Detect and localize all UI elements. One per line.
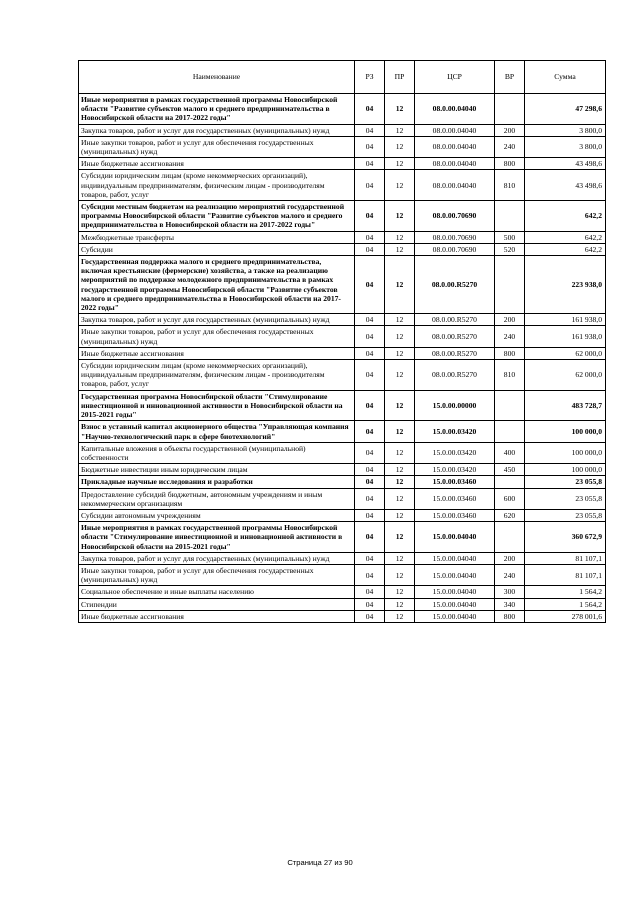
cell-vr: 240 [495,326,525,347]
cell-vr: 620 [495,509,525,521]
cell-rz: 04 [355,488,385,509]
header-csr: ЦСР [415,61,495,94]
cell-sum: 1 564,2 [525,586,606,598]
cell-name: Прикладные научные исследования и разработки [79,476,355,488]
table-row [79,326,606,347]
cell-pr: 12 [385,243,415,255]
table-header-row [79,61,606,94]
cell-sum: 43 498,6 [525,170,606,201]
cell-rz: 04 [355,564,385,585]
cell-csr: 08.0.00.04040 [415,136,495,157]
cell-rz: 04 [355,464,385,476]
cell-rz: 04 [355,136,385,157]
cell-pr: 12 [385,564,415,585]
cell-sum: 100 000,0 [525,421,606,442]
cell-sum: 642,2 [525,243,606,255]
cell-csr: 08.0.00.04040 [415,124,495,136]
cell-rz: 04 [355,326,385,347]
cell-sum: 100 000,0 [525,442,606,463]
cell-vr: 200 [495,124,525,136]
table-row [79,390,606,421]
cell-name: Субсидии автономным учреждениям [79,509,355,521]
cell-csr: 08.0.00.04040 [415,94,495,125]
cell-vr: 810 [495,170,525,201]
cell-rz: 04 [355,243,385,255]
cell-rz: 04 [355,360,385,391]
table-row [79,476,606,488]
cell-csr: 15.0.00.03420 [415,464,495,476]
table-row [79,421,606,442]
header-rz: РЗ [355,61,385,94]
table-row [79,347,606,359]
cell-vr [495,476,525,488]
cell-name: Взнос в уставный капитал акционерного общества "Управляющая компания "Научно-технологический парк в сфере биотехнологий" [79,421,355,442]
cell-vr: 300 [495,586,525,598]
cell-sum: 81 107,1 [525,564,606,585]
cell-pr: 12 [385,442,415,463]
table-row [79,231,606,243]
table-row [79,124,606,136]
cell-vr [495,256,525,314]
cell-name: Субсидии юридическим лицам (кроме некоммерческих организаций), индивидуальным предпринимателям, физическим лицам - производителям товаров, работ, услуг [79,360,355,391]
cell-pr: 12 [385,231,415,243]
cell-name: Закупка товаров, работ и услуг для государственных (муниципальных) нужд [79,552,355,564]
cell-vr [495,390,525,421]
cell-vr: 500 [495,231,525,243]
cell-vr [495,201,525,232]
table-row [79,94,606,125]
cell-pr: 12 [385,476,415,488]
cell-vr [495,421,525,442]
cell-sum: 3 800,0 [525,124,606,136]
cell-csr: 08.0.00.70690 [415,231,495,243]
cell-csr: 15.0.00.03420 [415,442,495,463]
cell-rz: 04 [355,421,385,442]
cell-sum: 43 498,6 [525,158,606,170]
cell-pr: 12 [385,170,415,201]
cell-csr: 08.0.00.70690 [415,201,495,232]
cell-vr: 240 [495,564,525,585]
cell-name: Иные мероприятия в рамках государственной программы Новосибирской области "Стимулирование инвестиционной и инновационной активности в Новосибирской области на 2015-2021 годы" [79,522,355,553]
cell-vr [495,522,525,553]
cell-rz: 04 [355,442,385,463]
cell-pr: 12 [385,124,415,136]
cell-csr: 08.0.00.R5270 [415,347,495,359]
cell-pr: 12 [385,256,415,314]
cell-name: Субсидии [79,243,355,255]
cell-name: Иные закупки товаров, работ и услуг для обеспечения государственных (муниципальных) нужд [79,564,355,585]
cell-pr: 12 [385,158,415,170]
cell-sum: 223 938,0 [525,256,606,314]
cell-pr: 12 [385,421,415,442]
table-row [79,201,606,232]
cell-rz: 04 [355,170,385,201]
cell-csr: 15.0.00.04040 [415,552,495,564]
cell-vr: 600 [495,488,525,509]
cell-rz: 04 [355,347,385,359]
cell-rz: 04 [355,231,385,243]
cell-csr: 15.0.00.03460 [415,476,495,488]
cell-sum: 47 298,6 [525,94,606,125]
cell-name: Социальное обеспечение и иные выплаты населению [79,586,355,598]
cell-name: Государственная поддержка малого и среднего предпринимательства, включая крестьянские (фермерские) хозяйства, а также на реализацию мероприятий по поддержке молодежного предпринимательства в рамках государственной программы Новосибирской области "Развитие субъектов малого и среднего предпринимательства в Новосибирской области на 2017-2022 годы" [79,256,355,314]
table-row [79,598,606,610]
cell-name: Бюджетные инвестиции иным юридическим лицам [79,464,355,476]
cell-pr: 12 [385,360,415,391]
cell-vr: 800 [495,610,525,622]
cell-name: Предоставление субсидий бюджетным, автономным учреждениям и иным некоммерческим организациям [79,488,355,509]
cell-sum: 161 938,0 [525,314,606,326]
cell-pr: 12 [385,314,415,326]
cell-pr: 12 [385,94,415,125]
cell-rz: 04 [355,598,385,610]
cell-name: Закупка товаров, работ и услуг для государственных (муниципальных) нужд [79,314,355,326]
cell-rz: 04 [355,201,385,232]
cell-sum: 642,2 [525,201,606,232]
cell-name: Стипендии [79,598,355,610]
cell-rz: 04 [355,522,385,553]
cell-name: Субсидии местным бюджетам на реализацию мероприятий государственной программы Новосибирской области "Развитие субъектов малого и среднего предпринимательства в Новосибирской области на 2017-2022 годы" [79,201,355,232]
table-row [79,586,606,598]
header-vr: ВР [495,61,525,94]
cell-sum: 23 055,8 [525,509,606,521]
cell-csr: 15.0.00.04040 [415,522,495,553]
cell-rz: 04 [355,586,385,598]
table-row [79,522,606,553]
cell-pr: 12 [385,201,415,232]
cell-pr: 12 [385,586,415,598]
table-row [79,256,606,314]
cell-name: Государственная программа Новосибирской области "Стимулирование инвестиционной и инновационной активности в Новосибирской области на 2015-2021 годы" [79,390,355,421]
cell-csr: 08.0.00.R5270 [415,326,495,347]
header-pr: ПР [385,61,415,94]
table-row [79,488,606,509]
cell-pr: 12 [385,610,415,622]
cell-pr: 12 [385,326,415,347]
table-row [79,509,606,521]
cell-sum: 278 001,6 [525,610,606,622]
cell-csr: 08.0.00.04040 [415,170,495,201]
table-row [79,243,606,255]
budget-table [78,60,606,623]
table-body [79,94,606,623]
cell-csr: 15.0.00.04040 [415,598,495,610]
cell-csr: 08.0.00.04040 [415,158,495,170]
cell-pr: 12 [385,552,415,564]
cell-sum: 62 000,0 [525,347,606,359]
cell-pr: 12 [385,390,415,421]
cell-csr: 15.0.00.03460 [415,509,495,521]
cell-pr: 12 [385,522,415,553]
cell-sum: 161 938,0 [525,326,606,347]
cell-pr: 12 [385,488,415,509]
cell-sum: 360 672,9 [525,522,606,553]
header-sum: Сумма [525,61,606,94]
table-row [79,314,606,326]
cell-csr: 08.0.00.R5270 [415,360,495,391]
cell-sum: 23 055,8 [525,476,606,488]
cell-name: Иные закупки товаров, работ и услуг для обеспечения государственных (муниципальных) нужд [79,136,355,157]
cell-csr: 08.0.00.R5270 [415,314,495,326]
cell-csr: 15.0.00.00000 [415,390,495,421]
cell-sum: 3 800,0 [525,136,606,157]
header-name: Наименование [79,61,355,94]
cell-vr: 200 [495,552,525,564]
table-row [79,564,606,585]
cell-vr: 800 [495,347,525,359]
table-row [79,360,606,391]
cell-sum: 642,2 [525,231,606,243]
cell-rz: 04 [355,124,385,136]
cell-vr: 400 [495,442,525,463]
cell-rz: 04 [355,256,385,314]
cell-sum: 62 000,0 [525,360,606,391]
cell-sum: 81 107,1 [525,552,606,564]
cell-vr: 810 [495,360,525,391]
cell-rz: 04 [355,476,385,488]
cell-name: Закупка товаров, работ и услуг для государственных (муниципальных) нужд [79,124,355,136]
cell-name: Межбюджетные трансферты [79,231,355,243]
cell-vr: 450 [495,464,525,476]
table-row [79,170,606,201]
table-row [79,610,606,622]
cell-rz: 04 [355,552,385,564]
cell-name: Иные закупки товаров, работ и услуг для обеспечения государственных (муниципальных) нужд [79,326,355,347]
table-row [79,442,606,463]
cell-vr: 800 [495,158,525,170]
cell-name: Иные бюджетные ассигнования [79,610,355,622]
cell-pr: 12 [385,598,415,610]
cell-sum: 23 055,8 [525,488,606,509]
cell-sum: 1 564,2 [525,598,606,610]
page-footer: Страница 27 из 90 [287,858,353,867]
cell-rz: 04 [355,610,385,622]
cell-csr: 15.0.00.04040 [415,564,495,585]
table-row [79,552,606,564]
table-row [79,136,606,157]
cell-csr: 08.0.00.R5270 [415,256,495,314]
cell-rz: 04 [355,94,385,125]
cell-pr: 12 [385,347,415,359]
cell-vr: 340 [495,598,525,610]
cell-rz: 04 [355,390,385,421]
cell-name: Иные мероприятия в рамках государственной программы Новосибирской области "Развитие субъектов малого и среднего предпринимательства в Новосибирской области на 2017-2022 годы" [79,94,355,125]
cell-vr: 200 [495,314,525,326]
cell-rz: 04 [355,314,385,326]
cell-vr: 520 [495,243,525,255]
cell-pr: 12 [385,464,415,476]
cell-name: Иные бюджетные ассигнования [79,158,355,170]
cell-name: Капитальные вложения в объекты государственной (муниципальной) собственности [79,442,355,463]
cell-sum: 483 728,7 [525,390,606,421]
table-row [79,464,606,476]
cell-pr: 12 [385,509,415,521]
cell-vr [495,94,525,125]
cell-name: Субсидии юридическим лицам (кроме некоммерческих организаций), индивидуальным предпринимателям, физическим лицам - производителям товаров, работ, услуг [79,170,355,201]
cell-rz: 04 [355,509,385,521]
cell-csr: 15.0.00.04040 [415,610,495,622]
cell-csr: 15.0.00.04040 [415,586,495,598]
cell-csr: 15.0.00.03460 [415,488,495,509]
cell-vr: 240 [495,136,525,157]
cell-csr: 08.0.00.70690 [415,243,495,255]
cell-name: Иные бюджетные ассигнования [79,347,355,359]
cell-csr: 15.0.00.03420 [415,421,495,442]
cell-pr: 12 [385,136,415,157]
cell-rz: 04 [355,158,385,170]
table-row [79,158,606,170]
cell-sum: 100 000,0 [525,464,606,476]
